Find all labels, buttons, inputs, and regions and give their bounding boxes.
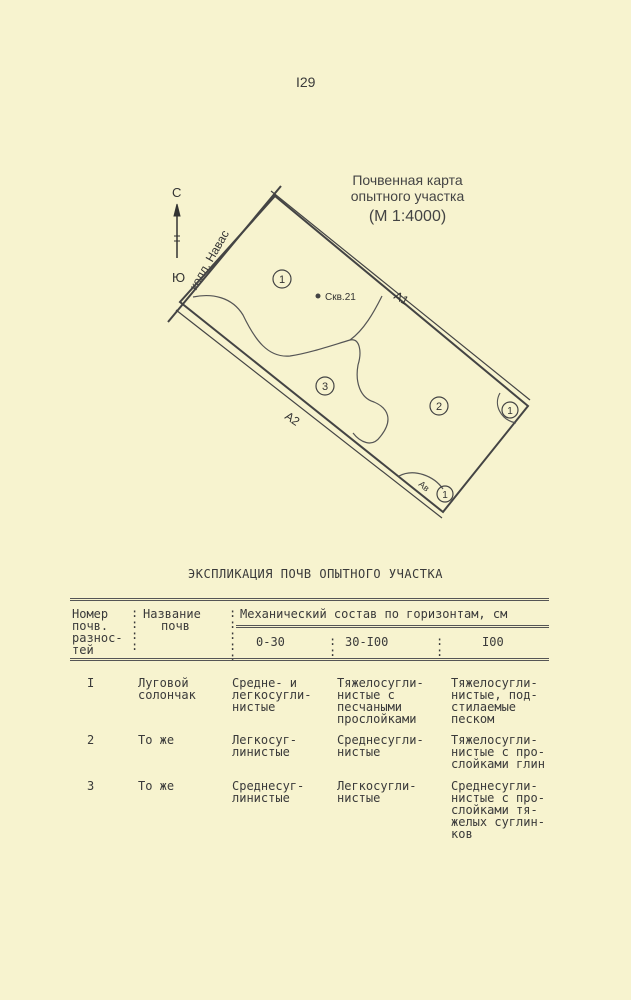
header-separator: : : : : : xyxy=(229,606,237,664)
well-label: Скв.21 xyxy=(325,292,356,303)
well-marker-icon xyxy=(316,294,321,299)
road-label: колл. Навас xyxy=(186,227,232,293)
north-label: С xyxy=(172,185,182,200)
zone-marker-2 xyxy=(430,397,448,415)
row-1-name: Луговой солончак xyxy=(138,676,196,702)
header-horizon-2: 30-I00 xyxy=(345,635,389,649)
zone-small-label: Ав xyxy=(416,478,432,494)
south-label: Ю xyxy=(172,270,186,285)
header-number: Номер почв. разнос- тей xyxy=(72,607,123,657)
zone-marker-1 xyxy=(273,270,291,288)
zone-marker-1-right xyxy=(502,402,518,418)
map-scale: (М 1:4000) xyxy=(368,208,447,225)
header-mid-rule xyxy=(236,625,549,628)
row-1-horizon-3: Тяжелосугли- нистые, под- стилаемые песком xyxy=(451,676,538,726)
row-1-number: I xyxy=(87,676,95,690)
header-name: Название почв xyxy=(143,607,201,633)
header-separator: : : xyxy=(329,634,337,659)
header-horizon-1: 0-30 xyxy=(256,635,285,649)
row-1-horizon-2: Тяжелосугли- нистые с песчаными прослойками xyxy=(337,676,424,726)
header-composition: Механический состав по горизонтам, см xyxy=(240,607,508,621)
explication-title: ЭКСПЛИКАЦИЯ ПОЧВ ОПЫТНОГО УЧАСТКА xyxy=(188,567,443,581)
svg-text:2: 2 xyxy=(435,401,443,413)
north-arrow-icon xyxy=(174,204,180,258)
row-2-horizon-3: Тяжелосугли- нистые с про- слойками глин xyxy=(451,733,545,771)
zone-marker-1-bottom xyxy=(437,486,453,502)
row-3-horizon-1: Среднесуг- линистые xyxy=(232,779,305,805)
row-2-number: 2 xyxy=(87,733,95,747)
zone-marker-3 xyxy=(316,377,334,395)
row-3-number: 3 xyxy=(87,779,95,793)
header-separator: : : xyxy=(436,634,444,659)
line-label-a2: А2 xyxy=(282,408,303,429)
row-3-horizon-2: Легкосугли- нистые xyxy=(337,779,417,805)
svg-text:1: 1 xyxy=(442,490,448,501)
svg-text:3: 3 xyxy=(321,381,329,393)
row-2-name: То же xyxy=(138,733,175,747)
table-header-bottom-rule xyxy=(70,658,549,661)
svg-text:1: 1 xyxy=(507,406,513,417)
row-3-name: То же xyxy=(138,779,175,793)
table-top-rule xyxy=(70,598,549,601)
svg-text:1: 1 xyxy=(278,274,286,286)
header-separator: : : : : xyxy=(131,606,139,653)
header-horizon-3: I00 xyxy=(482,635,504,649)
row-2-horizon-2: Среднесугли- нистые xyxy=(337,733,424,759)
page-number: I29 xyxy=(296,74,316,90)
zone-boundaries xyxy=(193,296,516,489)
map-title-line-2: опытного участка xyxy=(350,188,465,204)
row-2-horizon-1: Легкосуг- линистые xyxy=(232,733,298,759)
map-title-line-1: Почвенная карта xyxy=(352,172,463,188)
row-3-horizon-3: Среднесугли- нистые с про- слойками тя- желых суглин- ков xyxy=(451,779,545,841)
line-label-a1: А1 xyxy=(391,288,412,308)
row-1-horizon-1: Средне- и легкосугли- нистые xyxy=(232,676,312,714)
